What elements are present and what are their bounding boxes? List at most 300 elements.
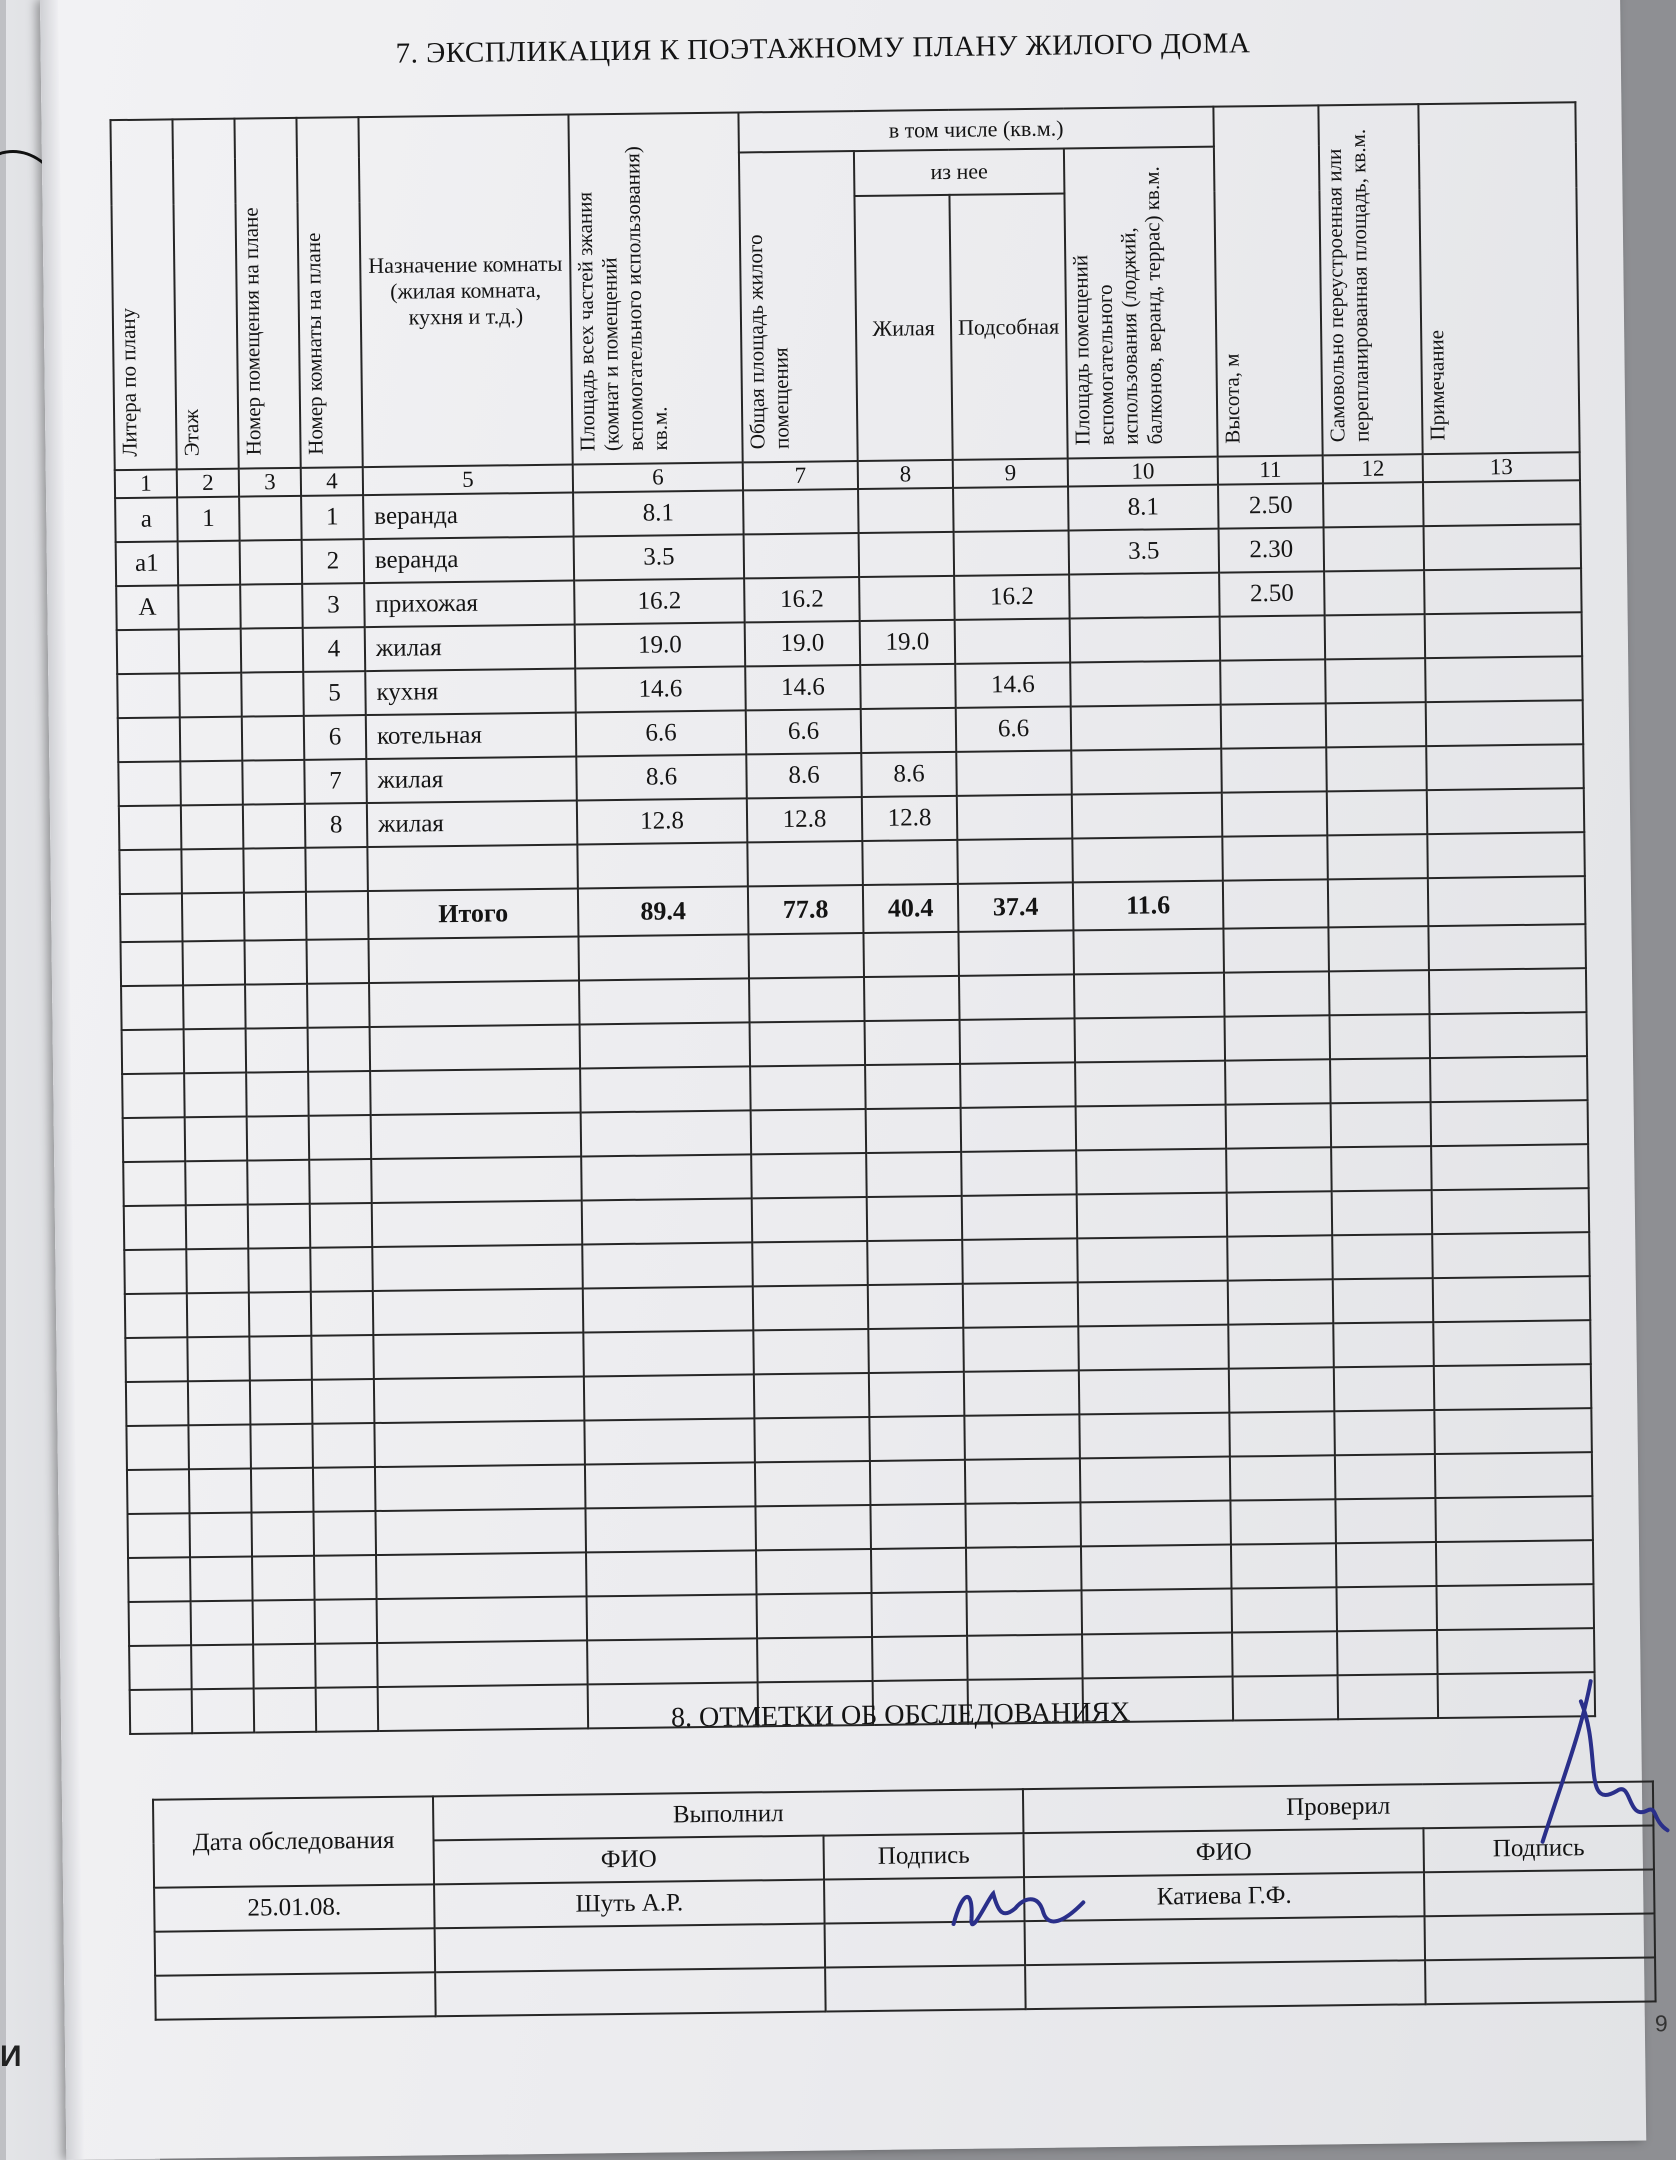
empty-cell <box>752 1197 868 1242</box>
empty-cell <box>1225 1016 1331 1061</box>
empty-cell <box>246 1072 309 1117</box>
empty-cell <box>309 1159 372 1204</box>
empty-cell <box>311 1335 374 1380</box>
empty-cell <box>184 1029 247 1074</box>
column-number: 4 <box>301 467 363 496</box>
cell-living <box>861 708 957 753</box>
cell-living-total: 16.2 <box>744 577 860 622</box>
empty-cell <box>1435 1453 1593 1499</box>
empty-cell <box>586 1551 757 1597</box>
empty-cell <box>310 1203 373 1248</box>
empty-cell <box>1082 1589 1233 1635</box>
empty-cell <box>1331 1146 1432 1191</box>
empty-cell <box>372 1245 583 1292</box>
empty-cell <box>1432 1189 1590 1235</box>
empty-cell <box>250 1380 313 1425</box>
empty-cell <box>1228 1280 1334 1325</box>
empty-cell <box>583 1331 754 1377</box>
cell-unauth <box>1326 703 1427 748</box>
empty-cell <box>1432 1233 1590 1279</box>
empty-cell <box>314 1555 377 1600</box>
underlying-sheet-letter: И <box>0 2040 22 2073</box>
empty-cell <box>377 1597 588 1644</box>
empty-cell <box>129 1646 192 1691</box>
empty-cell <box>248 1248 311 1293</box>
empty-cell <box>187 1293 250 1338</box>
empty-cell <box>1335 1498 1436 1543</box>
totals-cell <box>1428 877 1586 927</box>
cell-note <box>1425 613 1583 659</box>
cell-living: 8.6 <box>861 752 957 797</box>
empty-cell <box>373 1333 584 1380</box>
empty-cell <box>963 1283 1079 1328</box>
empty-cell <box>1226 1104 1332 1149</box>
empty-cell <box>183 941 246 986</box>
empty-cell <box>1333 1278 1434 1323</box>
empty-cell <box>1434 1409 1592 1455</box>
empty-cell <box>587 1595 758 1641</box>
cell-living <box>860 664 956 709</box>
empty-cell <box>185 1161 248 1206</box>
empty-cell <box>246 1028 309 1073</box>
cell-floor <box>180 761 243 806</box>
empty-cell <box>868 1284 964 1329</box>
cell-total: 14.6 <box>575 667 746 713</box>
cell-total: 16.2 <box>574 579 745 625</box>
cell-aux <box>955 619 1071 664</box>
survey-done-fio: Шуть А.Р. <box>434 1880 825 1929</box>
empty-cell <box>579 979 750 1025</box>
empty-cell <box>125 1338 188 1383</box>
empty-cell <box>582 1199 753 1245</box>
empty-cell <box>183 985 246 1030</box>
cell-unauth <box>1324 527 1425 572</box>
empty-cell <box>311 1291 374 1336</box>
cell-living: 12.8 <box>862 796 958 841</box>
empty-cell <box>1230 1500 1336 1545</box>
empty-cell <box>378 1685 589 1732</box>
cell-litera: А <box>116 586 179 631</box>
empty-cell <box>863 932 959 977</box>
cell-floor <box>181 849 244 894</box>
cell-room: 1 <box>301 495 364 540</box>
cell-room-no <box>240 540 303 585</box>
cell-unauth <box>1327 835 1428 880</box>
empty-cell <box>191 1645 254 1690</box>
cell-total <box>577 843 748 889</box>
empty-cell <box>748 933 864 978</box>
empty-cell <box>750 1021 866 1066</box>
cell-room: 4 <box>303 627 366 672</box>
survey-checked-sign-label: Подпись <box>1423 1825 1654 1872</box>
empty-cell <box>1336 1542 1437 1587</box>
empty-cell <box>872 1592 968 1637</box>
empty-cell <box>192 1689 255 1734</box>
totals-total: 89.4 <box>578 887 749 937</box>
empty-cell <box>316 1687 379 1732</box>
cell-purpose: кухня <box>365 669 576 716</box>
empty-cell <box>376 1553 587 1600</box>
cell-aux <box>954 531 1070 576</box>
cell-room-no <box>239 496 302 541</box>
empty-cell <box>1081 1545 1232 1591</box>
empty-cell <box>965 1503 1081 1548</box>
cell-note <box>1427 789 1585 835</box>
totals-living-total: 77.8 <box>748 885 864 934</box>
cell-floor <box>179 673 242 718</box>
cell-floor <box>178 585 241 630</box>
empty-cell <box>186 1205 249 1250</box>
cell-aux: 16.2 <box>954 575 1070 620</box>
header-auxiliary: Подсобная <box>949 194 1067 461</box>
empty-cell <box>187 1337 250 1382</box>
empty-cell <box>1079 1413 1230 1459</box>
cell-living-total: 14.6 <box>745 665 861 710</box>
column-number: 1 <box>115 470 177 499</box>
empty-cell <box>963 1327 1079 1372</box>
empty-cell <box>584 1375 755 1421</box>
cell-height <box>1220 616 1326 661</box>
empty-cell <box>871 1548 967 1593</box>
cell-note <box>1423 481 1581 527</box>
empty-cell <box>128 1514 191 1559</box>
empty-cell <box>188 1381 251 1426</box>
cell-veranda <box>1069 573 1220 619</box>
cell-living <box>862 840 958 885</box>
cell-note <box>1427 833 1585 879</box>
empty-cell <box>581 1155 752 1201</box>
empty-cell <box>121 986 184 1031</box>
empty-cell <box>1228 1324 1334 1369</box>
cell-height: 2.30 <box>1219 528 1325 573</box>
cell-purpose: веранда <box>364 537 575 584</box>
empty-cell <box>1230 1456 1336 1501</box>
cell-litera <box>119 850 182 895</box>
cell-litera: а <box>115 498 178 543</box>
column-number: 9 <box>953 459 1068 488</box>
empty-cell <box>1233 1676 1339 1721</box>
empty-cell <box>1078 1281 1229 1327</box>
empty-cell <box>587 1639 758 1685</box>
cell-veranda <box>1070 661 1221 707</box>
empty-cell <box>751 1153 867 1198</box>
column-number: 10 <box>1068 457 1218 487</box>
empty-cell <box>1433 1321 1591 1367</box>
empty-cell <box>313 1511 376 1556</box>
empty-cell <box>245 940 308 985</box>
empty-cell <box>750 1065 866 1110</box>
empty-cell <box>1330 1014 1431 1059</box>
cell-room: 8 <box>305 803 368 848</box>
empty-cell <box>125 1294 188 1339</box>
totals-cell <box>244 892 307 941</box>
empty-cell <box>585 1507 756 1553</box>
cell-room-no <box>242 716 305 761</box>
signature-performer <box>943 1867 1094 1949</box>
cell-living-total: 6.6 <box>746 709 862 754</box>
empty-cell <box>1431 1101 1589 1147</box>
empty-cell <box>374 1421 585 1468</box>
empty-cell <box>308 1071 371 1116</box>
empty-cell <box>307 983 370 1028</box>
empty-cell <box>312 1423 375 1468</box>
cell-aux <box>957 795 1073 840</box>
empty-cell <box>1080 1457 1231 1503</box>
empty-cell <box>1076 1105 1227 1151</box>
cell-purpose: жилая <box>366 757 577 804</box>
empty-cell <box>1074 973 1225 1019</box>
cell-living <box>859 532 955 577</box>
empty-cell <box>1080 1501 1231 1547</box>
header-aux-area: Площадь помещений вспомогательного использования (лоджий, балконов, веранд, террас) кв.м. <box>1064 147 1218 459</box>
empty-cell <box>867 1240 963 1285</box>
empty-cell <box>964 1415 1080 1460</box>
column-number: 12 <box>1323 455 1423 484</box>
cell-height: 2.50 <box>1219 572 1325 617</box>
cell-purpose <box>367 845 578 892</box>
empty-cell <box>959 975 1075 1020</box>
empty-cell <box>967 1635 1083 1680</box>
empty-cell <box>1436 1541 1594 1587</box>
cell-note <box>1426 701 1584 747</box>
empty-cell <box>962 1195 1078 1240</box>
empty-cell <box>370 1025 581 1072</box>
cell-aux <box>953 487 1069 532</box>
empty-cell <box>1079 1369 1230 1415</box>
document-page <box>40 0 1668 2160</box>
empty-cell <box>1073 929 1224 975</box>
empty-cell <box>869 1372 965 1417</box>
header-room-number: Номер комнаты на плане <box>296 117 362 468</box>
cell-veranda: 8.1 <box>1068 485 1219 531</box>
empty-cell <box>961 1107 1077 1152</box>
cell-height <box>1222 836 1328 881</box>
empty-cell <box>872 1636 968 1681</box>
empty-cell <box>371 1157 582 1204</box>
empty-cell <box>1225 1060 1331 1105</box>
empty-cell <box>1330 1058 1431 1103</box>
empty-cell <box>312 1379 375 1424</box>
cell-height <box>1220 660 1326 705</box>
header-premise-number: Номер помещения на плане <box>234 118 300 469</box>
empty-cell <box>1434 1365 1592 1411</box>
cell-veranda <box>1072 837 1223 883</box>
totals-cell <box>1328 879 1429 928</box>
empty-cell <box>129 1602 192 1647</box>
empty-cell <box>1332 1190 1433 1235</box>
empty-cell <box>310 1247 373 1292</box>
empty-cell <box>751 1109 867 1154</box>
empty-cell <box>1075 1061 1226 1107</box>
cell-litera <box>118 718 181 763</box>
empty-cell <box>755 1461 871 1506</box>
cell-aux <box>956 751 1072 796</box>
cell-unauth <box>1323 483 1424 528</box>
header-unauthorized-area: Самовольно переустроенная или перепланированная площадь, кв.м. <box>1318 104 1422 456</box>
empty-cell <box>124 1250 187 1295</box>
empty-cell <box>186 1249 249 1294</box>
empty-cell <box>961 1151 1077 1196</box>
empty-cell <box>375 1465 586 1512</box>
empty-cell <box>1227 1192 1333 1237</box>
cell-living <box>859 576 955 621</box>
survey-date: 25.01.08. <box>154 1884 435 1931</box>
empty-cell <box>315 1643 378 1688</box>
empty-cell <box>958 931 1074 976</box>
empty-cell <box>754 1417 870 1462</box>
cell-purpose: прихожая <box>364 581 575 628</box>
empty-cell <box>1082 1633 1233 1679</box>
header-floor: Этаж <box>172 119 238 470</box>
cell-veranda: 3.5 <box>1069 529 1220 575</box>
cell-veranda <box>1071 705 1222 751</box>
page-title: 7. ЭКСПЛИКАЦИЯ К ПОЭТАЖНОМУ ПЛАНУ ЖИЛОГО ДОМА <box>395 27 1251 70</box>
empty-cell <box>191 1601 254 1646</box>
survey-checked-fio: Катиева Г.Ф. <box>1024 1872 1425 1921</box>
empty-cell <box>377 1641 588 1688</box>
empty-cell <box>315 1599 378 1644</box>
cell-room <box>305 847 368 892</box>
empty-cell <box>123 1118 186 1163</box>
empty-cell <box>582 1243 753 1289</box>
cell-room-no <box>241 672 304 717</box>
empty-cell <box>1335 1454 1436 1499</box>
empty-cell <box>757 1593 873 1638</box>
survey-done-sign-label: Подпись <box>823 1833 1024 1879</box>
cell-total: 12.8 <box>577 799 748 845</box>
empty-cell <box>128 1558 191 1603</box>
cell-note <box>1424 525 1582 571</box>
cell-purpose: жилая <box>367 801 578 848</box>
empty-cell <box>1227 1236 1333 1281</box>
cell-purpose: котельная <box>366 713 577 760</box>
cell-litera <box>117 630 180 675</box>
empty-cell <box>123 1162 186 1207</box>
empty-cell <box>1334 1410 1435 1455</box>
survey-checked-label: Проверил <box>1023 1781 1654 1833</box>
header-purpose: Назначение комнаты (жилая комната, кухня и т.д.) <box>358 115 572 468</box>
cell-total: 6.6 <box>576 711 747 757</box>
empty-cell <box>960 1019 1076 1064</box>
empty-cell <box>371 1113 582 1160</box>
empty-cell <box>189 1469 252 1514</box>
explication-table <box>109 101 1596 1735</box>
survey-title: 8. ОТМЕТКИ ОБ ОБСЛЕДОВАНИЯХ <box>670 1696 1131 1734</box>
empty-cell <box>1331 1102 1432 1147</box>
empty-cell <box>245 984 308 1029</box>
empty-cell <box>369 981 580 1028</box>
cell-note <box>1425 657 1583 703</box>
cell-height <box>1221 748 1327 793</box>
cell-living-total: 19.0 <box>745 621 861 666</box>
empty-cell <box>962 1239 1078 1284</box>
empty-cell <box>753 1329 869 1374</box>
cell-unauth <box>1326 747 1427 792</box>
cell-total: 8.6 <box>576 755 747 801</box>
empty-cell <box>126 1426 189 1471</box>
header-including-group: в том числе (кв.м.) <box>738 107 1213 153</box>
cell-room: 2 <box>302 539 365 584</box>
empty-cell <box>369 937 580 984</box>
cell-height <box>1222 792 1328 837</box>
empty-cell <box>753 1285 869 1330</box>
cell-veranda <box>1071 749 1222 795</box>
cell-room-no <box>243 804 306 849</box>
empty-cell <box>1226 1148 1332 1193</box>
cell-room: 7 <box>304 759 367 804</box>
empty-cell <box>251 1468 314 1513</box>
empty-cell <box>756 1549 872 1594</box>
empty-cell <box>126 1382 189 1427</box>
empty-cell <box>1077 1193 1228 1239</box>
empty-cell <box>190 1513 253 1558</box>
empty-cell <box>1433 1277 1591 1323</box>
empty-cell <box>124 1206 187 1251</box>
column-number: 2 <box>177 469 239 498</box>
cell-litera <box>118 762 181 807</box>
totals-aux: 37.4 <box>958 883 1074 932</box>
empty-cell <box>127 1470 190 1515</box>
cell-total: 19.0 <box>575 623 746 669</box>
column-number: 7 <box>743 461 858 490</box>
totals-cell <box>120 894 183 943</box>
empty-cell <box>1232 1632 1338 1677</box>
header-height: Высота, м <box>1213 105 1322 457</box>
empty-cell <box>307 939 370 984</box>
empty-cell <box>1437 1629 1595 1675</box>
cell-living-total: 8.6 <box>746 753 862 798</box>
empty-cell <box>188 1425 251 1470</box>
header-living: Жилая <box>854 195 952 461</box>
survey-table <box>152 1780 1657 2020</box>
cell-height: 2.50 <box>1218 484 1324 529</box>
cell-unauth <box>1327 791 1428 836</box>
empty-cell <box>248 1204 311 1249</box>
column-number: 13 <box>1423 453 1580 483</box>
empty-cell <box>1338 1674 1439 1719</box>
column-number: 3 <box>239 468 301 497</box>
totals-living: 40.4 <box>863 884 959 933</box>
cell-floor <box>179 629 242 674</box>
cell-note <box>1426 745 1584 791</box>
totals-cell <box>182 893 245 942</box>
empty-cell <box>865 1064 961 1109</box>
totals-cell <box>306 891 369 940</box>
cell-living-total: 12.8 <box>747 797 863 842</box>
empty-cell <box>251 1512 314 1557</box>
empty-cell <box>1333 1322 1434 1367</box>
cell-height <box>1221 704 1327 749</box>
column-number: 5 <box>363 465 573 496</box>
empty-cell <box>249 1292 312 1337</box>
totals-label: Итого <box>368 889 579 940</box>
empty-cell <box>967 1591 1083 1636</box>
empty-cell <box>254 1688 317 1733</box>
empty-cell <box>583 1287 754 1333</box>
cell-total: 8.1 <box>573 491 744 537</box>
empty-cell <box>308 1027 371 1072</box>
empty-cell <box>1428 925 1586 971</box>
empty-cell <box>754 1373 870 1418</box>
empty-cell <box>1429 969 1587 1015</box>
cell-unauth <box>1325 659 1426 704</box>
column-number: 11 <box>1218 456 1323 485</box>
empty-cell <box>250 1424 313 1469</box>
empty-cell <box>870 1504 966 1549</box>
column-number: 6 <box>573 463 743 493</box>
cell-room: 3 <box>302 583 365 628</box>
empty-cell <box>580 1023 751 1069</box>
